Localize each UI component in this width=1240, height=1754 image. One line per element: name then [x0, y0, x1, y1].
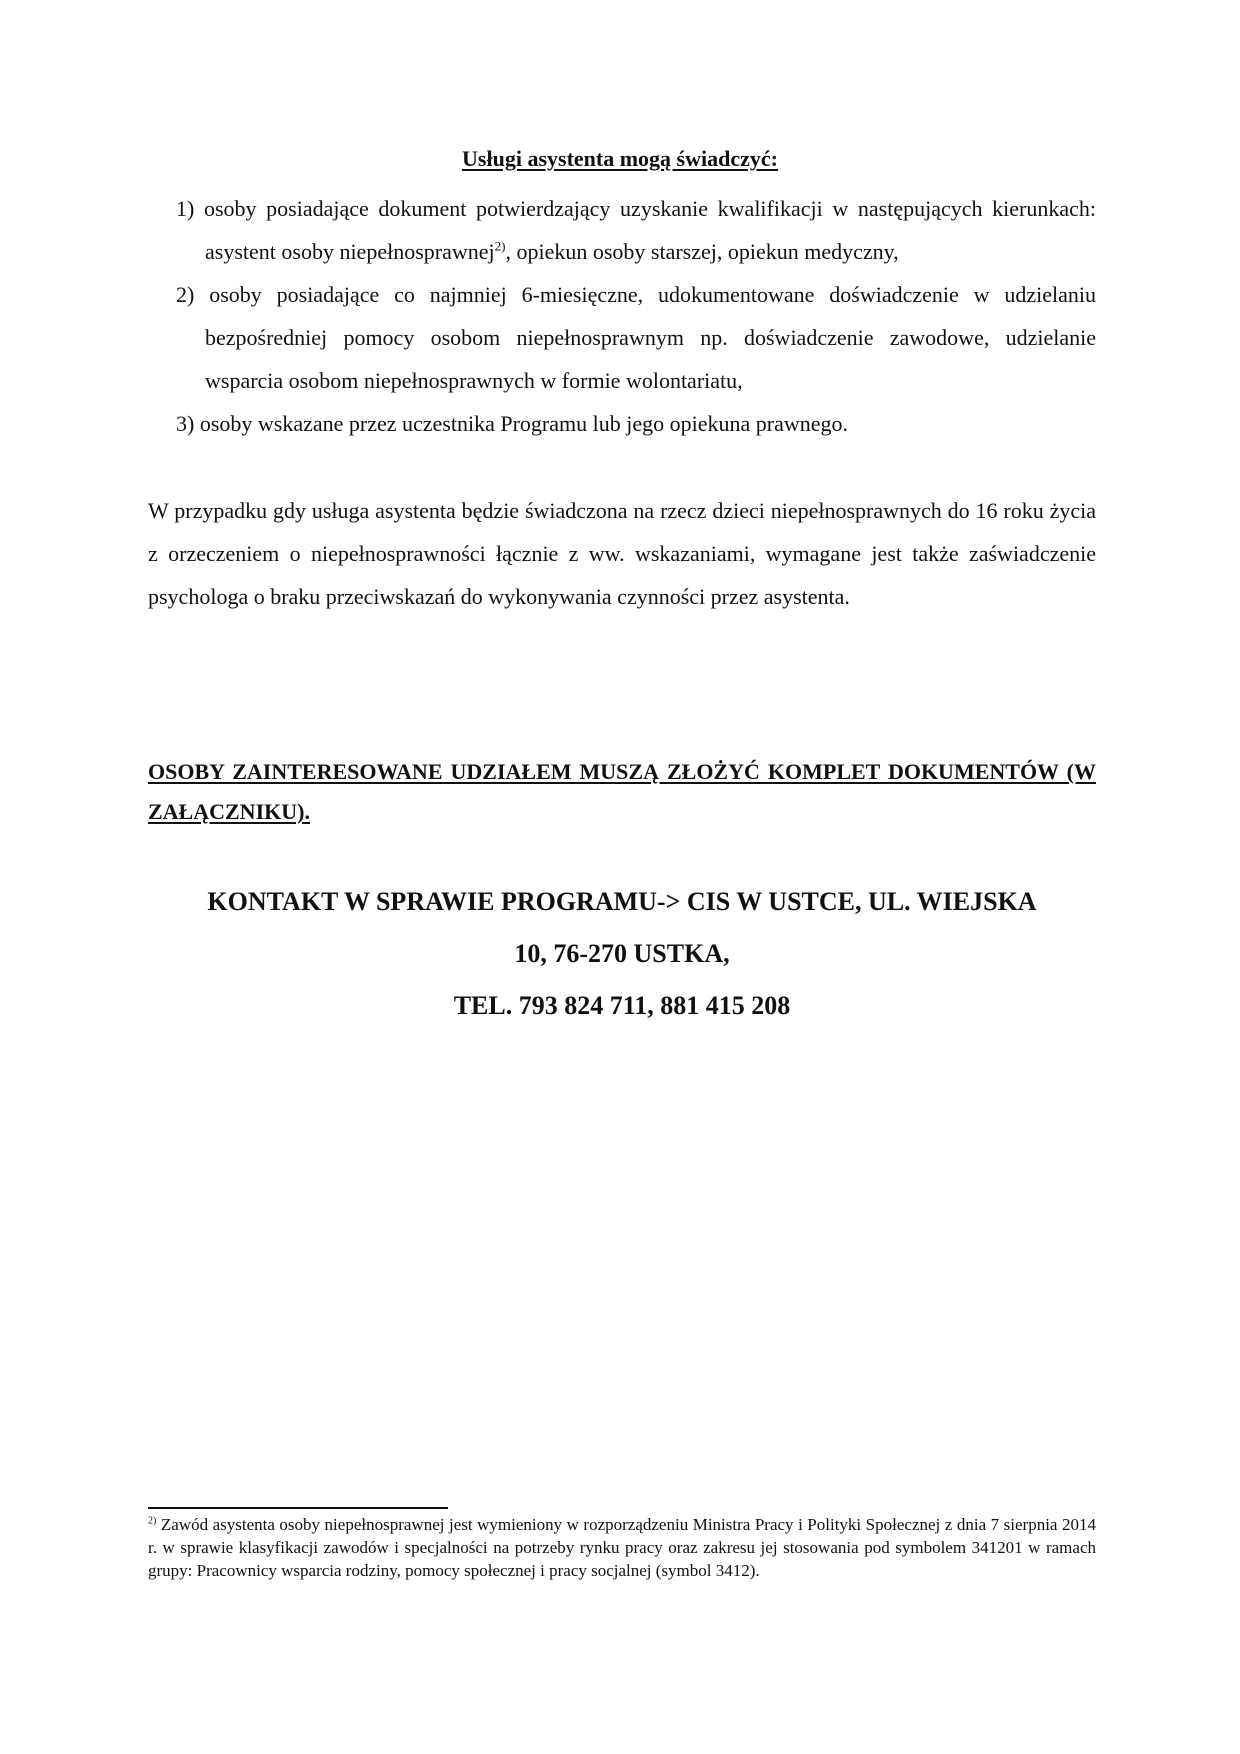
contact-block [148, 876, 1096, 1032]
documents-notice-text: OSOBY ZAINTERESOWANE UDZIAŁEM MUSZĄ ZŁOŻYĆ KOMPLET DOKUMENTÓW (W ZAŁĄCZNIKU). [148, 759, 1096, 824]
documents-notice [148, 752, 1096, 832]
list-item-text: osoby wskazane przez uczestnika Programu lub jego opiekuna prawnego. [199, 411, 849, 436]
list-item [176, 273, 1096, 402]
footnote [148, 1513, 1096, 1582]
footnote-separator [148, 1507, 448, 1509]
list-item [176, 402, 1096, 445]
list-item-text-continued: , opiekun osoby starszej, opiekun medyczny, [505, 239, 899, 264]
footnote-text: Zawód asystenta osoby niepełnosprawnej jest wymieniony w rozporządzeniu Ministra Pracy i Polityki Społecznej z dnia 7 sierpnia 2014 r. w sprawie klasyfikacji zawodów i specjalności na potrzeby rynku pracy oraz zakresu jej stosowania pod symbolem 341201 w ramach grupy: Pracownicy wsparcia rodziny, pomocy społecznej i pracy socjalnej (symbol 3412). [148, 1515, 1096, 1580]
list-item-number: 1) [176, 196, 204, 221]
contact-line-phone: TEL. 793 824 711, 881 415 208 [453, 991, 791, 1020]
list-item-number: 2) [176, 282, 210, 307]
contact-line-address: KONTAKT W SPRAWIE PROGRAMU-> CIS W USTCE, UL. WIEJSKA [207, 887, 1037, 916]
contact-line-city: 10, 76-270 USTKA, [514, 939, 730, 968]
list-item-number: 3) [176, 411, 200, 436]
list-item [176, 187, 1096, 273]
list-item-text: osoby posiadające co najmniej 6-miesięczne, udokumentowane doświadczenie w udzielaniu bezpośredniej pomocy osobom niepełnosprawnym np. doświadczenie zawodowe, udzielanie wsparcia osobom niepełnosprawnych w formie wolontariatu, [205, 282, 1097, 393]
section-heading: Usługi asystenta mogą świadczyć: [462, 146, 778, 171]
eligibility-list [176, 187, 1096, 445]
footnote-marker: 2) [148, 1515, 157, 1527]
list-item-text: osoby posiadające dokument potwierdzający uzyskanie kwalifikacji w następujących kierunkach: asystent osoby niepełnosprawnej [203, 196, 1096, 264]
footnote-reference: 2) [494, 238, 506, 254]
children-requirement-paragraph: W przypadku gdy usługa asystenta będzie świadczona na rzecz dzieci niepełnosprawnych do 16 roku życia z orzeczeniem o niepełnosprawności łącznie z ww. wskazaniami, wymagane jest także zaświadczenie psychologa o braku przeciwskazań do wykonywania czynności przez asystenta. [148, 498, 1096, 609]
